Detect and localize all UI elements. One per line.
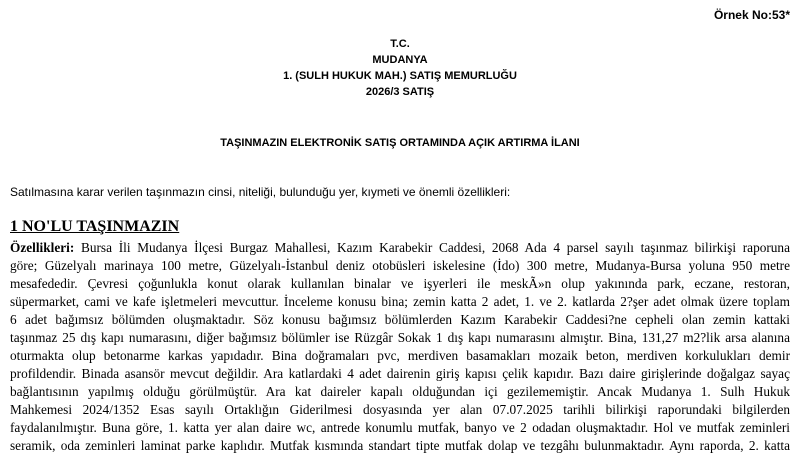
paragraph-line: göre; Güzelyalı marinaya 100 metre, Güzelyalı-İstanbul deniz otobüsleri iskelesine (İdo) 300 metre, Mudanya-Bursa yoluna 950 metre [10,258,790,273]
features-label: Özellikleri: [10,240,75,255]
paragraph-line: oturmakta olup betonarme karkas yapıdadır. Bina doğramaları pvc, merdiven basamakları mozaik beton, merdiven korkulukları demir [10,348,790,363]
header-line-office: 1. (SULH HUKUK MAH.) SATIŞ MEMURLUĞU [283,70,517,82]
paragraph-line: süpermarket, cami ve kafe işletmeleri mevcuttur. İnceleme konusu bina; zemin katta 2 adet, 1. ve 2. katlarda 2?şer adet olmak üzere toplam [10,294,790,309]
paragraph-line: faydalanılmıştır. Buna göre, 1. katta yer alan daire wc, antrede konumlu mutfak, banyo ve 2 odadan oluşmaktadır. Hol ve mutfak zeminleri [10,420,790,435]
paragraph-line: taşınmaz 25 dış kapı numarasını, diğer bağımsız bölümler ise Rüzgâr Sokak 1 dış kapı numarasını almıştır. Bina, 131,27 m2?lik arsa alanına [10,330,790,345]
header-line-file-number: 2026/3 SATIŞ [365,86,435,98]
announcement-title: TAŞINMAZIN ELEKTRONİK SATIŞ ORTAMINDA AÇIK ARTIRMA İLANI [220,137,580,149]
document-header [0,36,800,100]
paragraph-line [10,239,790,257]
paragraph-line: bağlantısının yapılmış olduğu görülmüştür. Ara kat daireler kapalı olduğundan içi gezilememiştir. Ancak Mudanya 1. Sulh Hukuk [10,384,790,399]
paragraph-line: mesafededir. Çevresi çoğunlukla konut olarak kullanılan binalar ve işyerleri ile meskÃ»n olup yakınında park, eczane, restoran, [10,276,790,291]
ornek-number: Örnek No:53* [713,8,790,22]
features-paragraph [10,239,790,455]
intro-text: Satılmasına karar verilen taşınmazın cinsi, niteliği, bulunduğu yer, kıymeti ve önemli özellikleri: [10,185,511,199]
paragraph-line: Mahkemesi 2024/1352 Esas sayılı Ortaklığın Giderilmesi dosyasında yer alan 07.07.2025 tarihli bilirkişi raporundaki bilgilerden [10,402,790,417]
paragraph-line: profildendir. Binada asansör mevcut değildir. Ara katlardaki 4 adet dairenin giriş kapısı çelik kapıdır. Bazı daire girişlerinde doğalgaz sayaç [10,366,790,381]
section-title: 1 NO'LU TAŞINMAZIN [10,218,180,235]
paragraph-line: 6 adet bağımsız bölümden oluşmaktadır. Söz konusu bağımsız bölümlerden Kazım Karabekir Caddesi?ne cepheli olan zemin kattaki [10,312,790,327]
paragraph-line-text: Bursa İli Mudanya İlçesi Burgaz Mahallesi, Kazım Karabekir Caddesi, 2068 Ada 4 parsel sayılı taşınmaz bilirkişi raporuna [74,240,790,255]
header-line-tc: T.C. [390,38,410,50]
paragraph-line: seramik, oda zeminleri laminat parke kaplıdır. Mutfak kısmında standart tipte mutfak dolap ve tezgâhı bulunmaktadır. Aynı raporda, 2. katta [10,438,790,453]
header-line-mudanya: MUDANYA [372,54,428,66]
